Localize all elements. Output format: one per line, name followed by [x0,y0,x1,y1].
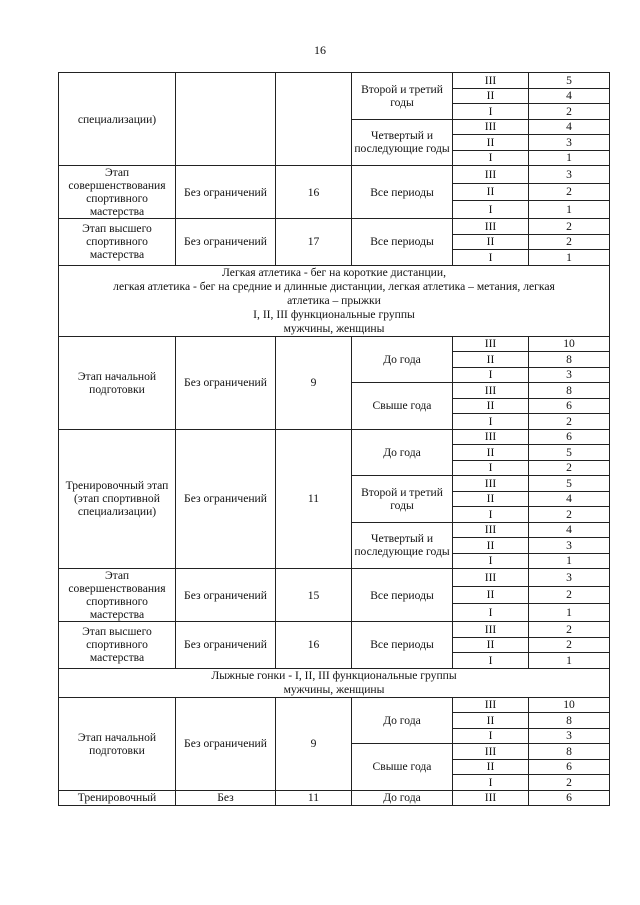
group-class-cell: II [453,538,529,554]
count-cell: 3 [529,538,610,554]
period-cell: Все периоды [352,219,453,266]
group-class-cell: III [453,73,529,89]
period-cell: До года [352,697,453,744]
level-cell: Без ограничений [176,336,276,429]
count-cell: 4 [529,88,610,104]
stage-cell: Этап совершенствования спортивного мастерства [59,569,176,622]
count-cell: 1 [529,150,610,166]
group-class-cell: III [453,166,529,184]
count-cell: 1 [529,201,610,219]
table-row [59,622,610,638]
group-class-cell: II [453,352,529,368]
count-cell: 4 [529,522,610,538]
age-cell: 9 [276,336,352,429]
count-cell: 6 [529,398,610,414]
age-cell: 16 [276,166,352,219]
period-cell: Четвертый и последующие годы [352,522,453,569]
level-cell: Без ограничений [176,429,276,569]
count-cell: 2 [529,414,610,430]
period-cell: Все периоды [352,569,453,622]
table-row [59,697,610,713]
section-title [59,265,610,336]
group-class-cell: II [453,713,529,729]
group-class-cell: I [453,201,529,219]
table-row [59,429,610,445]
count-cell: 6 [529,759,610,775]
count-cell: 6 [529,429,610,445]
period-cell: Все периоды [352,622,453,669]
section-title-line: I, II, III функциональные группы [253,307,415,321]
section-title-line: мужчины, женщины [283,682,385,696]
count-cell: 6 [529,790,610,806]
stage-cell: Этап начальной подготовки [59,697,176,790]
stage-cell: Этап высшего спортивного мастерства [59,622,176,669]
section-title [59,668,610,697]
group-class-cell: III [453,476,529,492]
group-class-cell: I [453,653,529,669]
age-cell: 17 [276,219,352,266]
age-cell: 11 [276,429,352,569]
count-cell: 3 [529,728,610,744]
table-row [59,336,610,352]
group-class-cell: III [453,336,529,352]
group-class-cell: III [453,744,529,760]
level-cell: Без ограничений [176,219,276,266]
group-class-cell: III [453,622,529,638]
count-cell: 2 [529,104,610,120]
group-class-cell: I [453,460,529,476]
count-cell: 8 [529,744,610,760]
count-cell: 10 [529,697,610,713]
count-cell: 2 [529,234,610,250]
level-cell: Без ограничений [176,166,276,219]
group-class-cell: III [453,383,529,399]
count-cell: 8 [529,383,610,399]
period-cell: Четвертый и последующие годы [352,119,453,166]
table-row [59,790,610,806]
level-cell: Без ограничений [176,622,276,669]
page-number: 16 [314,43,326,57]
count-cell: 4 [529,119,610,135]
count-cell: 2 [529,219,610,235]
group-class-cell: II [453,88,529,104]
group-class-cell: III [453,569,529,587]
group-class-cell: II [453,586,529,604]
age-cell: 15 [276,569,352,622]
count-cell: 2 [529,507,610,523]
level-cell: Без [176,790,276,806]
table-row [59,569,610,587]
count-cell: 2 [529,460,610,476]
section-title-line: Легкая атлетика - бег на короткие дистанции, [222,265,446,279]
section-title-line: атлетика – прыжки [287,293,381,307]
stage-cell: Этап начальной подготовки [59,336,176,429]
count-cell: 5 [529,476,610,492]
group-class-cell: I [453,728,529,744]
group-class-cell: II [453,759,529,775]
level-cell: Без ограничений [176,569,276,622]
count-cell: 2 [529,586,610,604]
period-cell: Второй и третий годы [352,476,453,523]
level-cell: Без ограничений [176,697,276,790]
age-cell [276,73,352,166]
period-cell: Свыше года [352,744,453,791]
group-class-cell: III [453,119,529,135]
group-class-cell: II [453,398,529,414]
table-row [59,73,610,89]
age-cell: 9 [276,697,352,790]
count-cell: 3 [529,166,610,184]
section-title-line: Лыжные гонки - I, II, III функциональные группы [211,668,457,682]
count-cell: 5 [529,73,610,89]
group-class-cell: II [453,637,529,653]
group-class-cell: III [453,697,529,713]
group-class-cell: I [453,367,529,383]
group-class-cell: I [453,414,529,430]
period-cell: До года [352,429,453,476]
count-cell: 3 [529,135,610,151]
period-cell: Свыше года [352,383,453,430]
period-cell: До года [352,336,453,383]
count-cell: 2 [529,183,610,201]
group-class-cell: II [453,183,529,201]
period-cell: Второй и третий годы [352,73,453,120]
level-cell [176,73,276,166]
stage-cell: специализации) [59,73,176,166]
count-cell: 2 [529,775,610,791]
stage-cell: Этап совершенствования спортивного мастерства [59,166,176,219]
section-title-line: легкая атлетика - бег на средние и длинные дистанции, легкая атлетика – метания, легкая [113,279,555,293]
count-cell: 3 [529,367,610,383]
count-cell: 8 [529,352,610,368]
count-cell: 1 [529,250,610,266]
count-cell: 1 [529,553,610,569]
table-row [59,166,610,184]
group-class-cell: I [453,150,529,166]
group-class-cell: III [453,790,529,806]
group-class-cell: III [453,429,529,445]
group-class-cell: II [453,445,529,461]
count-cell: 5 [529,445,610,461]
group-class-cell: I [453,775,529,791]
stage-cell: Тренировочный [59,790,176,806]
group-class-cell: III [453,522,529,538]
count-cell: 4 [529,491,610,507]
stage-cell: Тренировочный этап (этап спортивной специализации) [59,429,176,569]
group-class-cell: I [453,553,529,569]
group-class-cell: I [453,507,529,523]
count-cell: 1 [529,653,610,669]
count-cell: 10 [529,336,610,352]
group-class-cell: I [453,604,529,622]
norms-table [58,72,610,806]
group-class-cell: I [453,104,529,120]
group-class-cell: II [453,491,529,507]
group-class-cell: II [453,234,529,250]
count-cell: 2 [529,637,610,653]
count-cell: 8 [529,713,610,729]
period-cell: До года [352,790,453,806]
period-cell: Все периоды [352,166,453,219]
group-class-cell: III [453,219,529,235]
table-row [59,219,610,235]
section-title-line: мужчины, женщины [283,321,385,335]
count-cell: 1 [529,604,610,622]
count-cell: 3 [529,569,610,587]
stage-cell: Этап высшего спортивного мастерства [59,219,176,266]
age-cell: 16 [276,622,352,669]
group-class-cell: I [453,250,529,266]
group-class-cell: II [453,135,529,151]
count-cell: 2 [529,622,610,638]
age-cell: 11 [276,790,352,806]
